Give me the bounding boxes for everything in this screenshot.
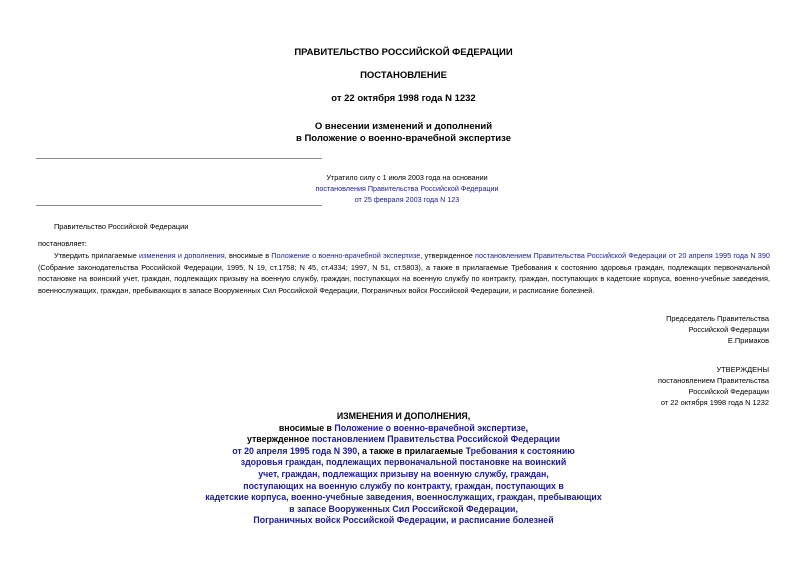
approved-line4: от 22 октября 1998 года N 1232: [660, 398, 769, 407]
annex-resolution-date-link[interactable]: от 20 апреля 1995 года N 390: [232, 445, 358, 456]
government-heading: ПРАВИТЕЛЬСТВО РОССИЙСКОЙ ФЕДЕРАЦИИ: [294, 47, 513, 58]
annex-line2: вносимые в Положение о военно-врачебной экспертизе,: [278, 422, 529, 433]
divider-bottom: [36, 205, 322, 206]
document-date-number: от 22 октября 1998 года N 1232: [331, 93, 476, 104]
decrees-label: постановляет:: [38, 239, 87, 248]
approved-block: [569, 364, 769, 408]
signature-line1: Председатель Правительства: [666, 314, 769, 323]
regulation-link[interactable]: Положение о военно-врачебной экспертизе: [271, 251, 421, 260]
signature-line2: Российской Федерации: [688, 325, 769, 334]
repeal-note: [300, 172, 514, 205]
main-paragraph: Утвердить прилагаемые изменения и дополнения, вносимые в Положение о военно-врачебной экспертизе, утвержденное постановлением Правительства Российской Федерации от 20 апреля 1995 года N 390 (Собрание законодательства Российской Федерации, 1995, N 19, ст.1758; N 45, ст.4334; 1997, N 51, ст.5803), а также в прилагаемые Требования к состоянию здоровья граждан, подлежащих первоначальной постановке на воинский учет, граждан, подлежащих призыву на военную службу, граждан, поступающих на военную службу по контракту, граждан, поступающих в кадетские корпуса, военно-учебные заведения, военнослужащих, граждан, пребывающих в запасе Вооруженных Сил Российской Федерации, Пограничных войск Российской Федерации, и расписание болезней.: [38, 251, 770, 295]
signature-block: [569, 313, 769, 346]
signature-name: Е.Примаков: [727, 336, 769, 345]
annex-requirements-line8[interactable]: кадетские корпуса, военно-учебные заведения, военнослужащих, граждан, пребывающих: [205, 492, 602, 503]
annex-requirements-line5[interactable]: здоровья граждан, подлежащих первоначальной постановке на воинский: [240, 457, 567, 468]
approved-line2: постановлением Правительства: [658, 376, 769, 385]
divider-top: [36, 158, 322, 159]
annex-title: ИЗМЕНЕНИЯ И ДОПОЛНЕНИЯ,: [336, 411, 471, 421]
annex-resolution-link[interactable]: постановлением Правительства Российской Федерации: [311, 434, 560, 445]
annex-line4: от 20 апреля 1995 года N 390, а также в прилагаемые Требования к состоянию: [232, 445, 575, 456]
annex-requirements-line6[interactable]: учет, граждан, подлежащих призыву на военную службу, граждан,: [258, 468, 549, 479]
annex-heading: [150, 411, 657, 527]
government-label: Правительство Российской Федерации: [54, 222, 189, 231]
annex-requirements-link[interactable]: Требования к состоянию: [465, 445, 575, 456]
annex-regulation-link[interactable]: Положение о военно-врачебной экспертизе: [334, 422, 526, 433]
resolution-390-link[interactable]: постановлением Правительства Российской Федерации от 20 апреля 1995 года N 390: [475, 251, 770, 260]
changes-link[interactable]: изменения и дополнения: [138, 251, 225, 260]
repeal-note-link-line2[interactable]: постановления Правительства Российской Федерации: [315, 184, 499, 193]
document-type: ПОСТАНОВЛЕНИЕ: [360, 70, 447, 81]
repeal-note-line1: Утратило силу с 1 июля 2003 года на основании: [326, 173, 488, 182]
approved-line3: Российской Федерации: [688, 387, 769, 396]
document-title-line1: О внесении изменений и дополнений: [314, 121, 493, 132]
approved-line1: УТВЕРЖДЕНЫ: [716, 365, 769, 374]
repeal-note-link-line3[interactable]: от 25 февраля 2003 года N 123: [354, 195, 460, 204]
annex-requirements-line7[interactable]: поступающих на военную службу по контракту, граждан, поступающих в: [243, 480, 564, 491]
annex-line3: утвержденное постановлением Правительства Российской Федерации: [247, 434, 560, 445]
document-title-line2: в Положение о военно-врачебной экспертизе: [295, 133, 512, 144]
annex-requirements-line9[interactable]: в запасе Вооруженных Сил Российской Федерации,: [289, 503, 518, 514]
annex-requirements-line10[interactable]: Пограничных войск Российской Федерации, и расписание болезней: [253, 515, 554, 526]
